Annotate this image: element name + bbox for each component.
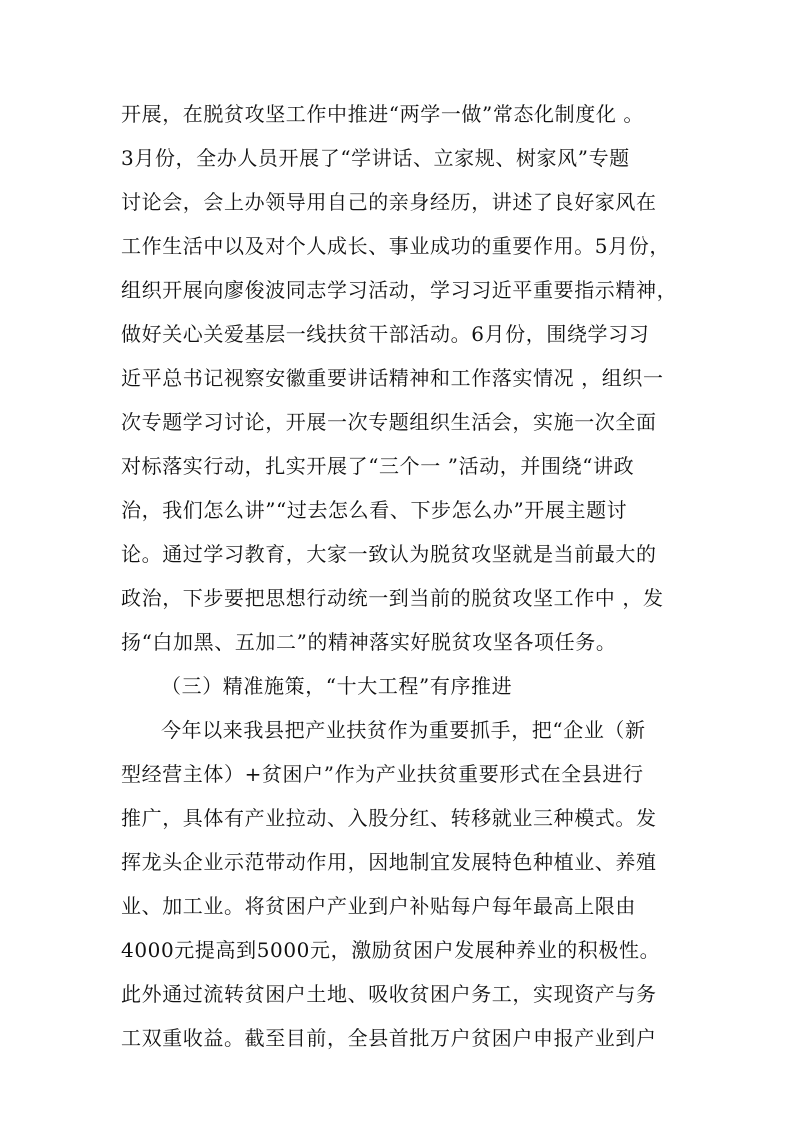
body-text-line: 做好关心关爱基层一线扶贫干部活动。6月份，围绕学习习 — [121, 322, 650, 346]
body-text-line: 扬“白加黑、五加二”的精神落实好脱贫攻坚各项任务。 — [121, 630, 617, 654]
body-text-line: 政治，下步要把思想行动统一到当前的脱贫攻坚工作中 ，发 — [121, 586, 664, 610]
body-text-line: 治，我们怎么讲”“过去怎么看、下步怎么办”开展主题讨 — [121, 498, 628, 522]
body-text-line: 工作生活中以及对个人成长、事业成功的重要作用。5月份， — [121, 234, 670, 258]
body-text-line: 对标落实行动，扎实开展了“三个一 ”活动，并围绕“讲政 — [121, 454, 635, 478]
body-text-line: 论。通过学习教育，大家一致认为脱贫攻坚就是当前最大的 — [121, 542, 657, 566]
body-text-line: 讨论会，会上办领导用自己的亲身经历，讲述了良好家风在 — [121, 190, 657, 214]
body-text-line: 4000元提高到5000元，激励贫困户发展种养业的积极性。 — [121, 938, 661, 962]
paragraph-first-line: 今年以来我县把产业扶贫作为重要抓手，把“企业（新 — [161, 718, 646, 742]
body-text-line: 工双重收益。截至目前，全县首批万户贫困户申报产业到户 — [121, 1026, 657, 1050]
body-text-line: 次专题学习讨论，开展一次专题组织生活会，实施一次全面 — [121, 410, 657, 434]
body-text-line: 业、加工业。将贫困户产业到户补贴每户每年最高上限由 — [121, 894, 636, 918]
section-heading: （三）精准施策，“十大工程”有序推进 — [161, 674, 513, 698]
body-text-line: 推广，具体有产业拉动、入股分红、转移就业三种模式。发 — [121, 806, 657, 830]
body-text-line: 此外通过流转贫困户土地、吸收贫困户务工，实现资产与务 — [121, 982, 657, 1006]
body-text-line: 挥龙头企业示范带动作用，因地制宜发展特色种植业、养殖 — [121, 850, 657, 874]
body-text-line: 近平总书记视察安徽重要讲话精神和工作落实情况 ，组织一 — [121, 366, 664, 390]
body-text-line: 组织开展向廖俊波同志学习活动，学习习近平重要指示精神， — [121, 278, 678, 302]
body-text-line: 型经营主体）+贫困户”作为产业扶贫重要形式在全县进行 — [121, 762, 644, 786]
body-text-line: 3月份，全办人员开展了“学讲话、立家规、树家风”专题 — [121, 146, 630, 170]
body-text-line: 开展，在脱贫攻坚工作中推进“两学一做”常态化制度化 。 — [121, 102, 645, 126]
